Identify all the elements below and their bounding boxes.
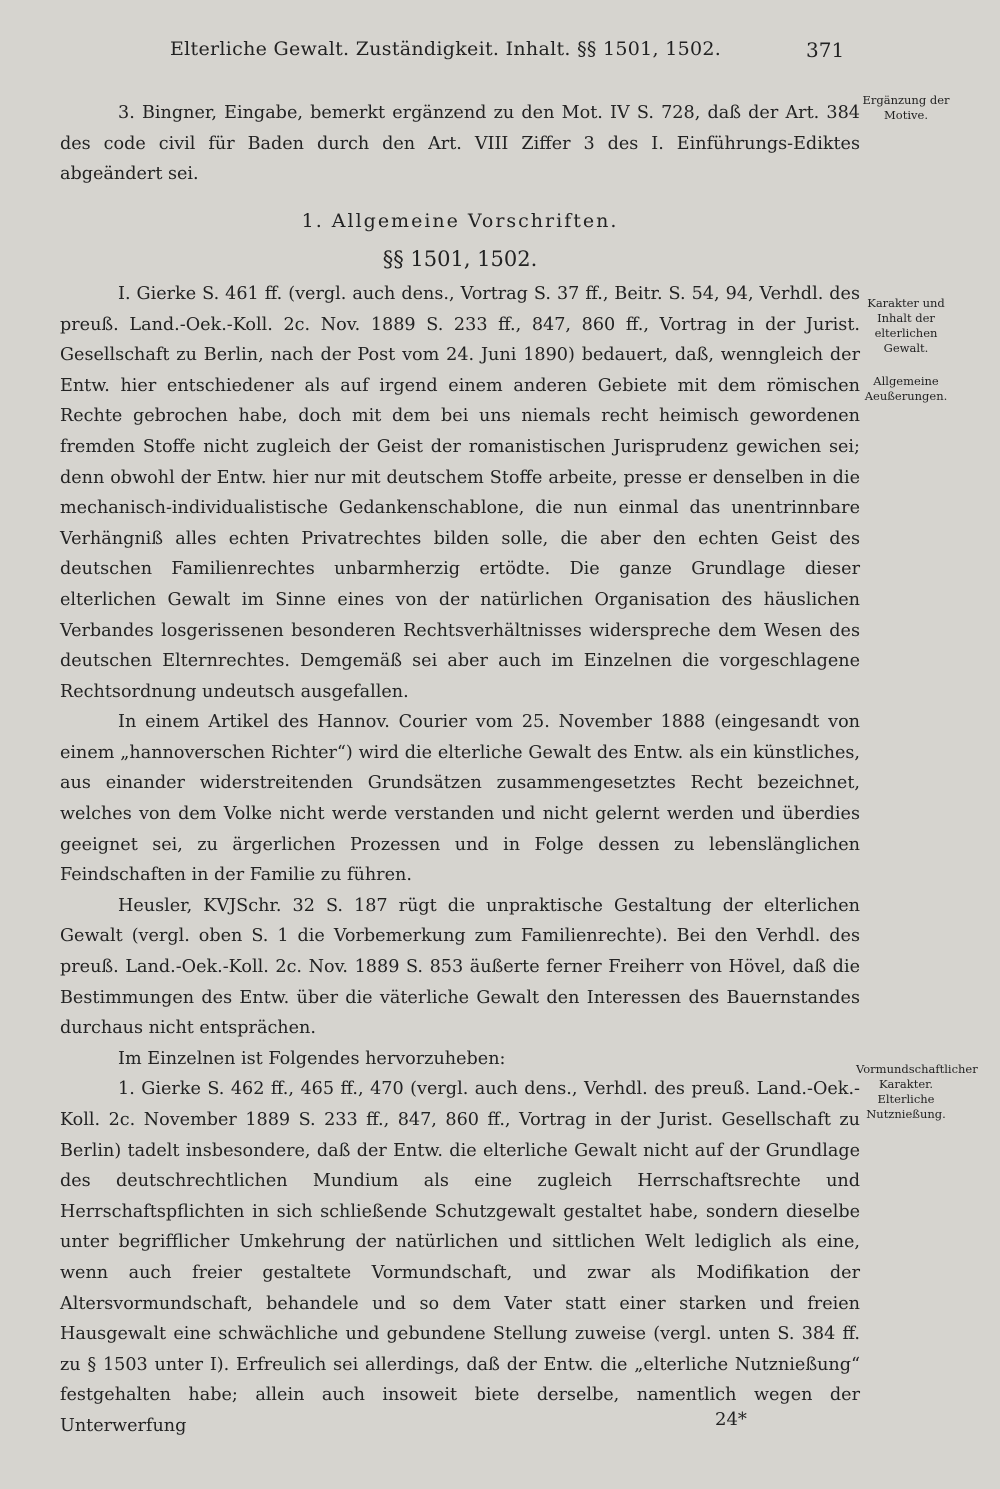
paragraph-courier: In einem Artikel des Hannov. Courier vom 25. November 1888 (eingesandt von einem „hannoverschen Richter“) wird die elterliche Gewalt des Entw. als ein künstliches, aus einander widerstreitenden Grundsätzen zusammengesetztes Recht bezeichnet, welches von dem Volke nicht werde verstanden und nicht gelernt werden und überdies geeignet sei, zu ärgerlichen Prozessen und in Folge dessen zu lebenslänglichen Feindschaften in der Familie zu führen. xyxy=(60,712,860,886)
running-head: Elterliche Gewalt. Zuständigkeit. Inhalt. §§ 1501, 1502. xyxy=(170,38,722,60)
paragraph-bingner: 3. Bingner, Eingabe, bemerkt ergänzend zu den Mot. IV S. 728, daß der Art. 384 des code civil für Baden durch den Art. VIII Ziffer 3 des I. Einführungs-Ediktes abgeändert sei. xyxy=(60,103,860,185)
margin-note-karakter: Karakter und Inhalt der elterlichen Gewalt. xyxy=(867,296,945,355)
margin-note-vormundschaft: Vormundschaftlicher Karakter. Elterliche Nutznießung. xyxy=(856,1062,978,1121)
body-text xyxy=(60,98,860,1442)
margin-note-motive: Ergänzung der Motive. xyxy=(862,93,950,122)
paragraph-einzelnen: Im Einzelnen ist Folgendes hervorzuheben: xyxy=(118,1048,506,1069)
page-header xyxy=(0,38,1000,74)
margin-note-allgemeine: Allgemeine Aeußerungen. xyxy=(864,374,948,403)
paragraph-heusler: Heusler, KVJSchr. 32 S. 187 rügt die unpraktische Gestaltung der elterlichen Gewalt (vergl. oben S. 1 die Vorbemerkung zum Familienrechte). Bei den Verhdl. des preuß. Land.-Oek.-Koll. 2c. Nov. 1889 S. 853 äußerte ferner Freiherr von Hövel, daß die Bestimmungen des Entw. über die väterliche Gewalt den Interessen des Bauernstandes durchaus nicht entsprächen. xyxy=(60,895,860,1039)
signature-mark: 24* xyxy=(715,1409,747,1430)
paragraph-gierke: I. Gierke S. 461 ff. (vergl. auch dens., Vortrag S. 37 ff., Beitr. S. 54, 94, Verhdl. des preuß. Land.-Oek.-Koll. 2c. Nov. 1889 S. 233 ff., 847, 860 ff., Vortrag in der Jurist. Gesellschaft zu Berlin, nach der Post vom 24. Juni 1890) bedauert, daß, wenngleich der Entw. hier entschiedener als auf irgend einem anderen Gebiete mit dem römischen Rechte gebrochen habe, doch mit dem bei uns niemals recht heimisch gewordenen fremden Stoffe nicht zugleich der Geist der romanistischen Jurisprudenz gewichen sei; denn obwohl der Entw. hier nur mit deutschem Stoffe arbeite, presse er denselben in die mechanisch-individualistische Gedankenschablone, die nun einmal das unentrinnbare Verhängniß alles echten Privatrechtes bilden solle, die aber den echten Geist des deutschen Familienrechtes unbarmherzig ertödte. Die ganze Grundlage dieser elterlichen Gewalt im Sinne eines von der natürlichen Organisation des häuslichen Verbandes losgerissenen besonderen Rechtsverhältnisses widerspreche dem Wesen des deutschen Elternrechtes. Demgemäß sei aber auch im Einzelnen die vorgeschlagene Rechtsordnung undeutsch ausgefallen. xyxy=(60,283,860,702)
paragraph-gierke-detail: 1. Gierke S. 462 ff., 465 ff., 470 (vergl. auch dens., Verhdl. des preuß. Land.-Oek.-Koll. 2c. November 1889 S. 233 ff., 847, 860 ff., Vortrag in der Jurist. Gesellschaft zu Berlin) tadelt insbesondere, daß der Entw. die elterliche Gewalt nicht auf der Grundlage des deutschrechtlichen Mundium als eine zugleich Herrschaftsrechte und Herrschaftspflichten in sich schließende Schutzgewalt gestaltet habe, sondern dieselbe unter begrifflicher Umkehrung der natürlichen und sittlichen Welt lediglich als eine, wenn auch freier gestaltete Vormundschaft, und zwar als Modifikation der Altersvormundschaft, behandele und so dem Vater statt einer starken und freien Hausgewalt eine schwächliche und gebundene Stellung zuweise (vergl. unten S. 384 ff. zu § 1503 unter I). Erfreulich sei allerdings, daß der Entw. die „elterliche Nutznießung“ festgehalten habe; allein auch insoweit biete derselbe, namentlich wegen der Unterwerfung xyxy=(60,1079,860,1436)
page-number: 371 xyxy=(806,38,845,62)
paragraph-reference: §§ 1501, 1502. xyxy=(382,247,538,272)
section-title: 1. Allgemeine Vorschriften. xyxy=(301,209,619,232)
